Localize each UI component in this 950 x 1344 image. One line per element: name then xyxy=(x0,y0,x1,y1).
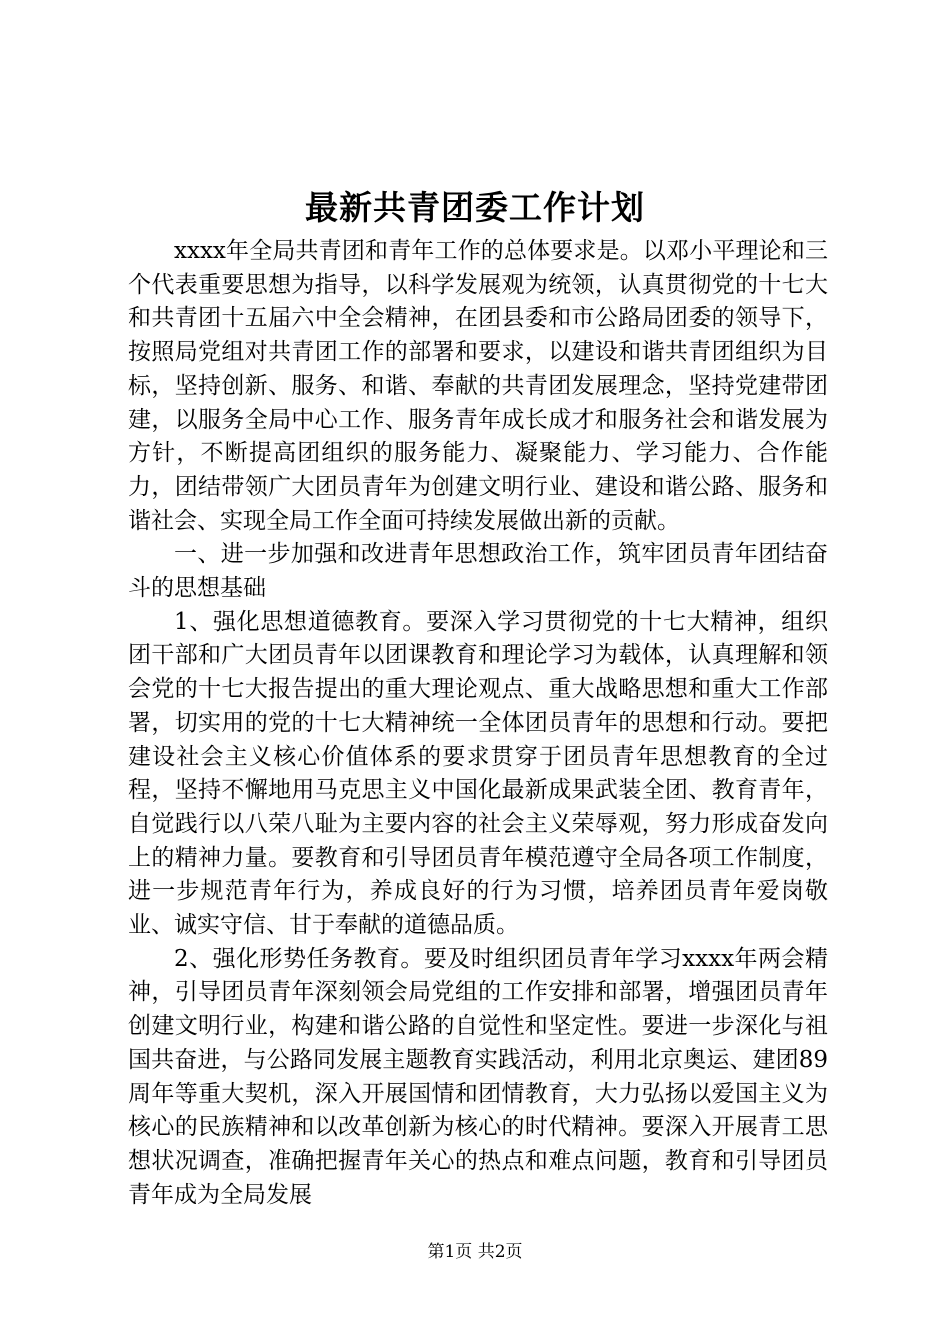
page-footer: 第1页 共2页 xyxy=(427,1242,523,1262)
document-body xyxy=(128,235,828,1212)
document-title: 最新共青团委工作计划 xyxy=(305,188,645,227)
paragraph-item-2: 2、强化形势任务教育。要及时组织团员青年学习xxxx年两会精神，引导团员青年深刻领会局党组的工作安排和部署，增强团员青年创建文明行业，构建和谐公路的自觉性和坚定性。要进一步深化与祖国共奋进，与公路同发展主题教育实践活动，利用北京奥运、建团89周年等重大契机，深入开展国情和团情教育，大力弘扬以爱国主义为核心的民族精神和以改革创新为核心的时代精神。要深入开展青工思想状况调查，准确把握青年关心的热点和难点问题，教育和引导团员青年成为全局发展 xyxy=(128,945,828,1208)
paragraph-intro: xxxx年全局共青团和青年工作的总体要求是。以邓小平理论和三个代表重要思想为指导，以科学发展观为统领，认真贯彻党的十七大和共青团十五届六中全会精神，在团县委和市公路局团委的领导下，按照局党组对共青团工作的部署和要求，以建设和谐共青团组织为目标，坚持创新、服务、和谐、奉献的共青团发展理念，坚持党建带团建，以服务全局中心工作、服务青年成长成才和服务社会和谐发展为方针，不断提高团组织的服务能力、凝聚能力、学习能力、合作能力，团结带领广大团员青年为创建文明行业、建设和谐公路、服务和谐社会、实现全局工作全面可持续发展做出新的贡献。 xyxy=(128,238,828,534)
paragraph-item-1: 1、强化思想道德教育。要深入学习贯彻党的十七大精神，组织团干部和广大团员青年以团课教育和理论学习为载体，认真理解和领会党的十七大报告提出的重大理论观点、重大战略思想和重大工作部署，切实用的党的十七大精神统一全体团员青年的思想和行动。要把建设社会主义核心价值体系的要求贯穿于团员青年思想教育的全过程，坚持不懈地用马克思主义中国化最新成果武装全团、教育青年，自觉践行以八荣八耻为主要内容的社会主义荣辱观，努力形成奋发向上的精神力量。要教育和引导团员青年模范遵守全局各项工作制度，进一步规范青年行为，养成良好的行为习惯，培养团员青年爱岗敬业、诚实守信、甘于奉献的道德品质。 xyxy=(128,608,828,939)
paragraph-section-heading: 一、进一步加强和改进青年思想政治工作，筑牢团员青年团结奋斗的思想基础 xyxy=(128,541,828,602)
